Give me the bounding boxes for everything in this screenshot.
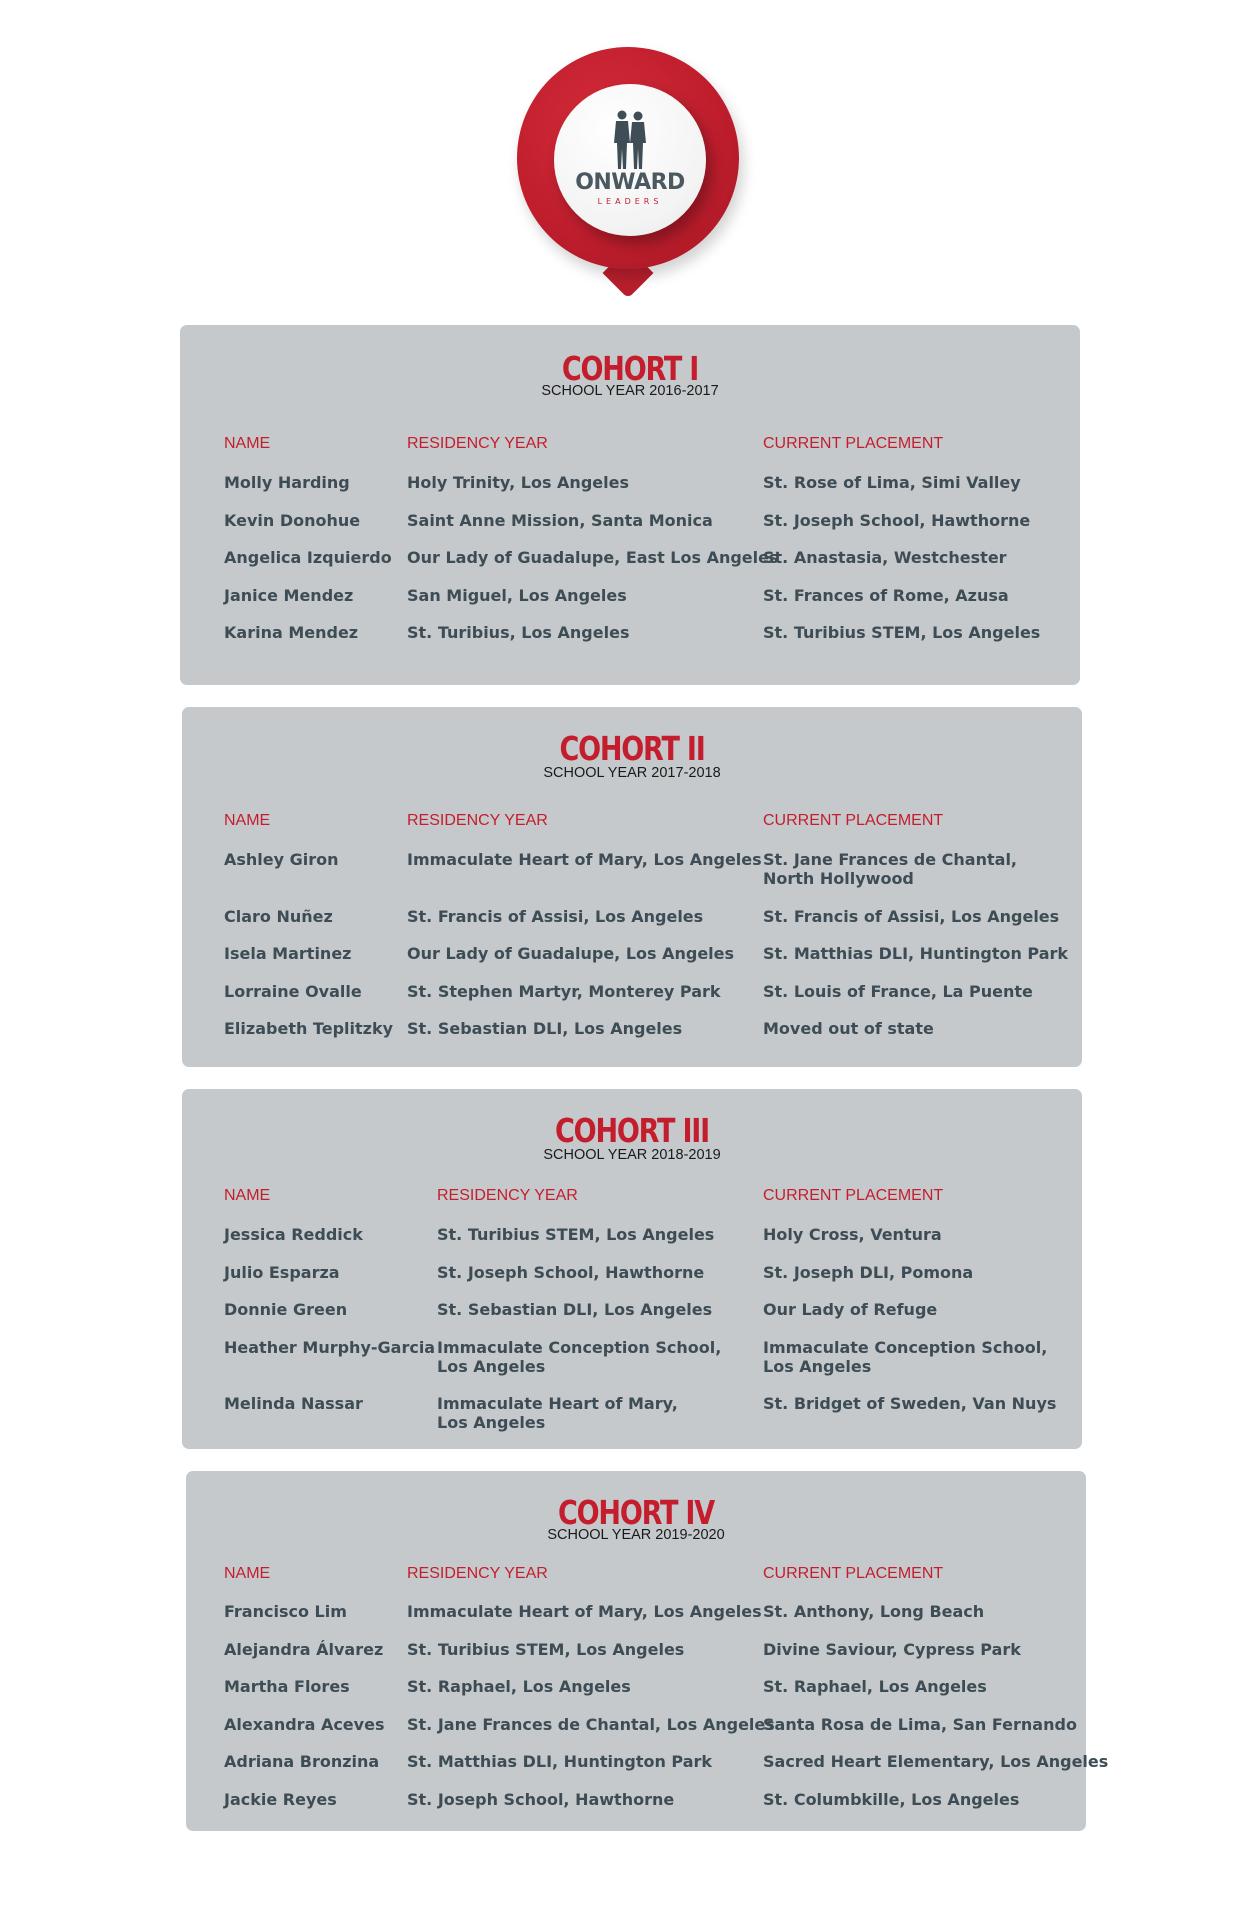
current-placement-cell: Holy Cross, Ventura (763, 1225, 942, 1244)
residency-year-cell: Immaculate Heart of Mary, Los Angeles (407, 1602, 762, 1621)
residency-year-cell: Immaculate Heart of Mary, Los Angeles (407, 850, 762, 869)
current-placement-cell: Our Lady of Refuge (763, 1300, 938, 1319)
residency-year-cell: St. Stephen Martyr, Monterey Park (407, 981, 721, 1001)
residency-year-cell: Our Lady of Guadalupe, East Los Angeles (407, 548, 779, 567)
cohort-panel (182, 1089, 1082, 1449)
residency-year-cell: St. Joseph School, Hawthorne (407, 1789, 675, 1809)
current-placement-cell: Moved out of state (763, 1019, 934, 1038)
column-header-name: NAME (224, 812, 271, 829)
current-placement-cell: St. Anthony, Long Beach (763, 1602, 985, 1621)
residency-year-cell: St. Sebastian DLI, Los Angeles (437, 1300, 713, 1319)
cohort-member-name: Claro Nuñez (224, 906, 333, 926)
cohort-member-name: Francisco Lim (224, 1602, 347, 1621)
current-placement-cell: Santa Rosa de Lima, San Fernando (763, 1714, 1077, 1734)
cohort-title: COHORT II (559, 729, 705, 768)
logo-subtitle: LEADERS (597, 197, 663, 206)
cohort-member-name: Angelica Izquierdo (224, 548, 392, 567)
residency-year-cell: Los Angeles (437, 1356, 546, 1376)
cohort-member-name: Julio Esparza (224, 1262, 340, 1282)
school-year: SCHOOL YEAR 2019-2020 (547, 1527, 725, 1543)
current-placement-cell: St. Turibius STEM, Los Angeles (763, 623, 1041, 642)
current-placement-cell: Immaculate Conception School, (763, 1337, 1048, 1357)
cohort-panel (186, 1471, 1109, 1831)
cohort-member-name: Adriana Bronzina (224, 1752, 380, 1771)
column-header-placement: CURRENT PLACEMENT (763, 1565, 944, 1582)
logo-badge (554, 84, 706, 236)
cohort-member-name: Lorraine Ovalle (224, 981, 362, 1001)
cohort-member-name: Janice Mendez (224, 585, 354, 605)
logo-title: ONWARD (575, 170, 685, 195)
residency-year-cell: Immaculate Heart of Mary, (437, 1394, 678, 1413)
cohort-title: COHORT IV (558, 1493, 714, 1532)
residency-year-cell: St. Francis of Assisi, Los Angeles (407, 906, 704, 926)
current-placement-cell: St. Bridget of Sweden, Van Nuys (763, 1394, 1057, 1413)
map-pin-icon (517, 47, 739, 269)
residency-year-cell: St. Matthias DLI, Huntington Park (407, 1752, 713, 1771)
residency-year-cell: Los Angeles (437, 1413, 546, 1432)
cohort-title: COHORT I (561, 349, 699, 388)
residency-year-cell: Immaculate Conception School, (437, 1337, 722, 1357)
current-placement-cell: St. Frances of Rome, Azusa (763, 585, 1009, 605)
column-header-name: NAME (224, 1565, 271, 1582)
column-header-residency: RESIDENCY YEAR (437, 1187, 578, 1204)
residency-year-cell: Holy Trinity, Los Angeles (407, 473, 629, 492)
cohort-member-name: Kevin Donohue (224, 510, 361, 530)
current-placement-cell: Los Angeles (763, 1356, 872, 1376)
column-header-residency: RESIDENCY YEAR (407, 1565, 548, 1582)
cohort-member-name: Donnie Green (224, 1300, 348, 1319)
school-year: SCHOOL YEAR 2018-2019 (543, 1147, 721, 1163)
current-placement-cell: St. Matthias DLI, Huntington Park (763, 944, 1069, 963)
current-placement-cell: St. Joseph DLI, Pomona (763, 1262, 974, 1282)
cohort-panel (182, 707, 1082, 1067)
current-placement-cell: St. Raphael, Los Angeles (763, 1677, 987, 1696)
school-year: SCHOOL YEAR 2016-2017 (541, 383, 719, 399)
cohort-member-name: Alexandra Aceves (224, 1714, 385, 1734)
school-year: SCHOOL YEAR 2017-2018 (543, 765, 721, 781)
current-placement-cell: St. Joseph School, Hawthorne (763, 510, 1031, 530)
current-placement-cell: Divine Saviour, Cypress Park (763, 1639, 1021, 1659)
column-header-placement: CURRENT PLACEMENT (763, 435, 944, 452)
residency-year-cell: St. Joseph School, Hawthorne (437, 1262, 705, 1282)
cohort-member-name: Molly Harding (224, 473, 350, 492)
column-header-residency: RESIDENCY YEAR (407, 435, 548, 452)
cohort-title: COHORT III (555, 1111, 709, 1150)
cohort-panel (180, 325, 1080, 685)
column-header-placement: CURRENT PLACEMENT (763, 812, 944, 829)
residency-year-cell: St. Turibius, Los Angeles (407, 623, 630, 642)
current-placement-cell: St. Jane Frances de Chantal, (763, 850, 1017, 869)
residency-year-cell: St. Turibius STEM, Los Angeles (437, 1225, 715, 1244)
column-header-placement: CURRENT PLACEMENT (763, 1187, 944, 1204)
current-placement-cell: North Hollywood (763, 869, 914, 888)
residency-year-cell: St. Turibius STEM, Los Angeles (407, 1639, 685, 1659)
cohort-member-name: Jackie Reyes (224, 1789, 337, 1809)
current-placement-cell: St. Rose of Lima, Simi Valley (763, 473, 1021, 492)
cohort-member-name: Melinda Nassar (224, 1394, 363, 1413)
cohort-member-name: Ashley Giron (224, 850, 339, 869)
cohort-member-name: Jessica Reddick (224, 1225, 363, 1244)
current-placement-cell: St. Louis of France, La Puente (763, 981, 1033, 1001)
cohort-member-name: Alejandra Álvarez (224, 1639, 384, 1659)
onward-leaders-logo (515, 45, 745, 305)
residency-year-cell: Saint Anne Mission, Santa Monica (407, 510, 713, 530)
leaders-figures-icon (608, 109, 652, 171)
residency-year-cell: San Miguel, Los Angeles (407, 585, 627, 605)
cohort-member-name: Martha Flores (224, 1677, 350, 1696)
column-header-name: NAME (224, 435, 271, 452)
cohort-member-name: Elizabeth Teplitzky (224, 1019, 394, 1038)
current-placement-cell: St. Francis of Assisi, Los Angeles (763, 906, 1060, 926)
column-header-residency: RESIDENCY YEAR (407, 812, 548, 829)
residency-year-cell: Our Lady of Guadalupe, Los Angeles (407, 944, 735, 963)
cohort-member-name: Isela Martinez (224, 944, 352, 963)
current-placement-cell: St. Anastasia, Westchester (763, 548, 1007, 567)
residency-year-cell: St. Jane Frances de Chantal, Los Angeles (407, 1714, 775, 1734)
column-header-name: NAME (224, 1187, 271, 1204)
residency-year-cell: St. Raphael, Los Angeles (407, 1677, 631, 1696)
residency-year-cell: St. Sebastian DLI, Los Angeles (407, 1019, 683, 1038)
current-placement-cell: Sacred Heart Elementary, Los Angeles (763, 1752, 1109, 1771)
cohort-member-name: Heather Murphy-Garcia (224, 1337, 436, 1357)
current-placement-cell: St. Columbkille, Los Angeles (763, 1789, 1020, 1809)
cohort-member-name: Karina Mendez (224, 623, 359, 642)
